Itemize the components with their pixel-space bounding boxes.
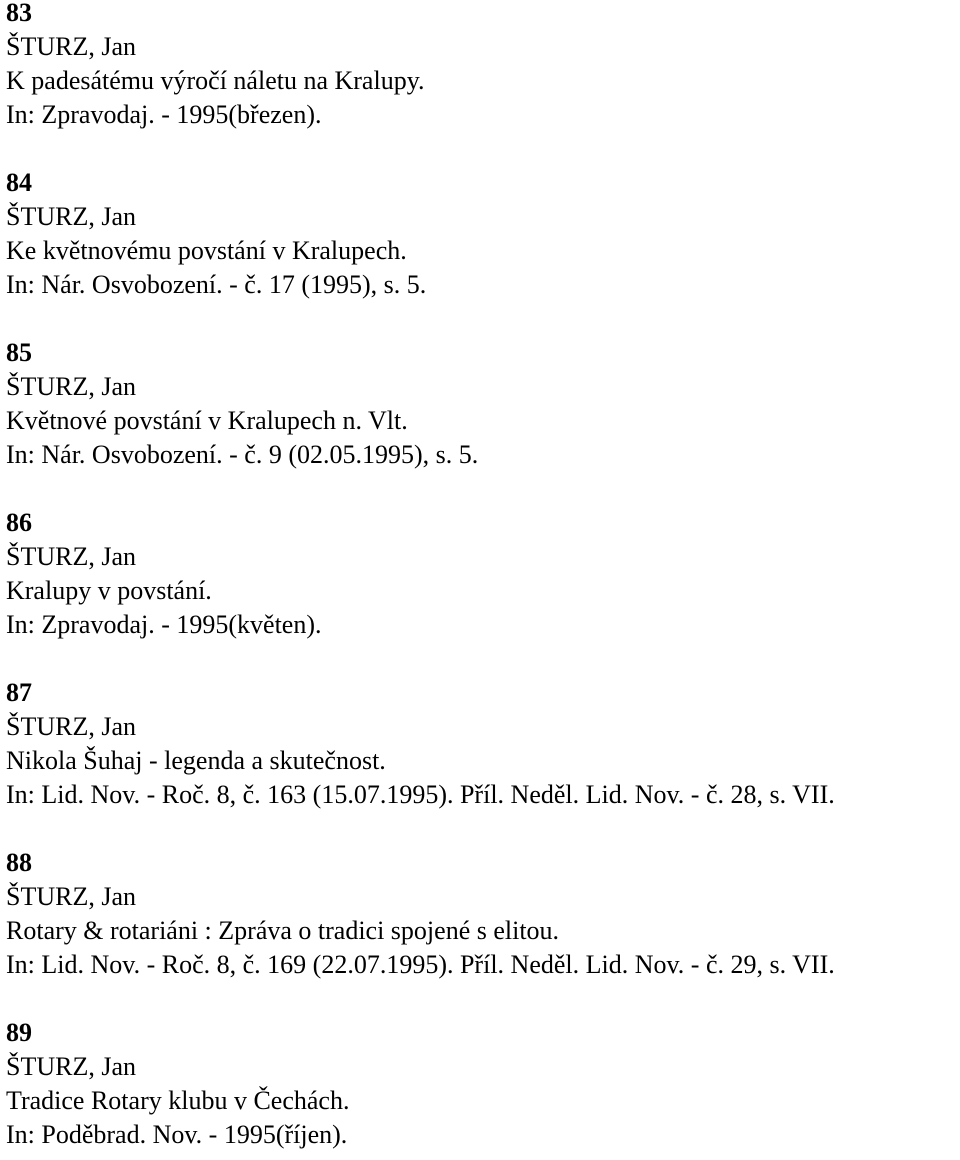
entry-author: ŠTURZ, Jan — [6, 202, 136, 231]
entry-title: Kralupy v povstání. — [6, 576, 212, 605]
entry-source: In: Zpravodaj. - 1995(květen). — [6, 610, 322, 639]
entry-number: 89 — [6, 1018, 32, 1047]
entry-source: In: Lid. Nov. - Roč. 8, č. 163 (15.07.1995). Příl. Neděl. Lid. Nov. - č. 28, s. VII. — [6, 780, 835, 809]
entry-title: Květnové povstání v Kralupech n. Vlt. — [6, 406, 408, 435]
entry-number: 83 — [6, 0, 32, 27]
bibliography-entry — [6, 0, 956, 132]
entry-number: 87 — [6, 678, 32, 707]
bibliography-entry — [6, 1016, 956, 1152]
entry-source: In: Zpravodaj. - 1995(březen). — [6, 100, 322, 129]
entry-author: ŠTURZ, Jan — [6, 542, 136, 571]
entry-source: In: Nár. Osvobození. - č. 9 (02.05.1995), s. 5. — [6, 440, 479, 469]
bibliography-entry — [6, 506, 956, 642]
entry-number: 85 — [6, 338, 32, 367]
entry-number: 86 — [6, 508, 32, 537]
bibliography-entry — [6, 166, 956, 302]
entry-author: ŠTURZ, Jan — [6, 1052, 136, 1081]
entry-author: ŠTURZ, Jan — [6, 712, 136, 741]
entry-number: 88 — [6, 848, 32, 877]
entry-author: ŠTURZ, Jan — [6, 882, 136, 911]
entry-title: Rotary & rotariáni : Zpráva o tradici spojené s elitou. — [6, 916, 560, 945]
entry-title: Tradice Rotary klubu v Čechách. — [6, 1086, 350, 1115]
entry-author: ŠTURZ, Jan — [6, 32, 136, 61]
entry-title: K padesátému výročí náletu na Kralupy. — [6, 66, 425, 95]
bibliography-entry — [6, 676, 956, 812]
entry-source: In: Nár. Osvobození. - č. 17 (1995), s. 5. — [6, 270, 427, 299]
entry-title: Ke květnovému povstání v Kralupech. — [6, 236, 407, 265]
entry-author: ŠTURZ, Jan — [6, 372, 136, 401]
bibliography-entry — [6, 846, 956, 982]
entry-source: In: Lid. Nov. - Roč. 8, č. 169 (22.07.1995). Příl. Neděl. Lid. Nov. - č. 29, s. VII. — [6, 950, 835, 979]
entry-source: In: Poděbrad. Nov. - 1995(říjen). — [6, 1120, 348, 1149]
bibliography-entry — [6, 336, 956, 472]
bibliography-page — [6, 0, 956, 1152]
entry-number: 84 — [6, 168, 32, 197]
entry-title: Nikola Šuhaj - legenda a skutečnost. — [6, 746, 386, 775]
